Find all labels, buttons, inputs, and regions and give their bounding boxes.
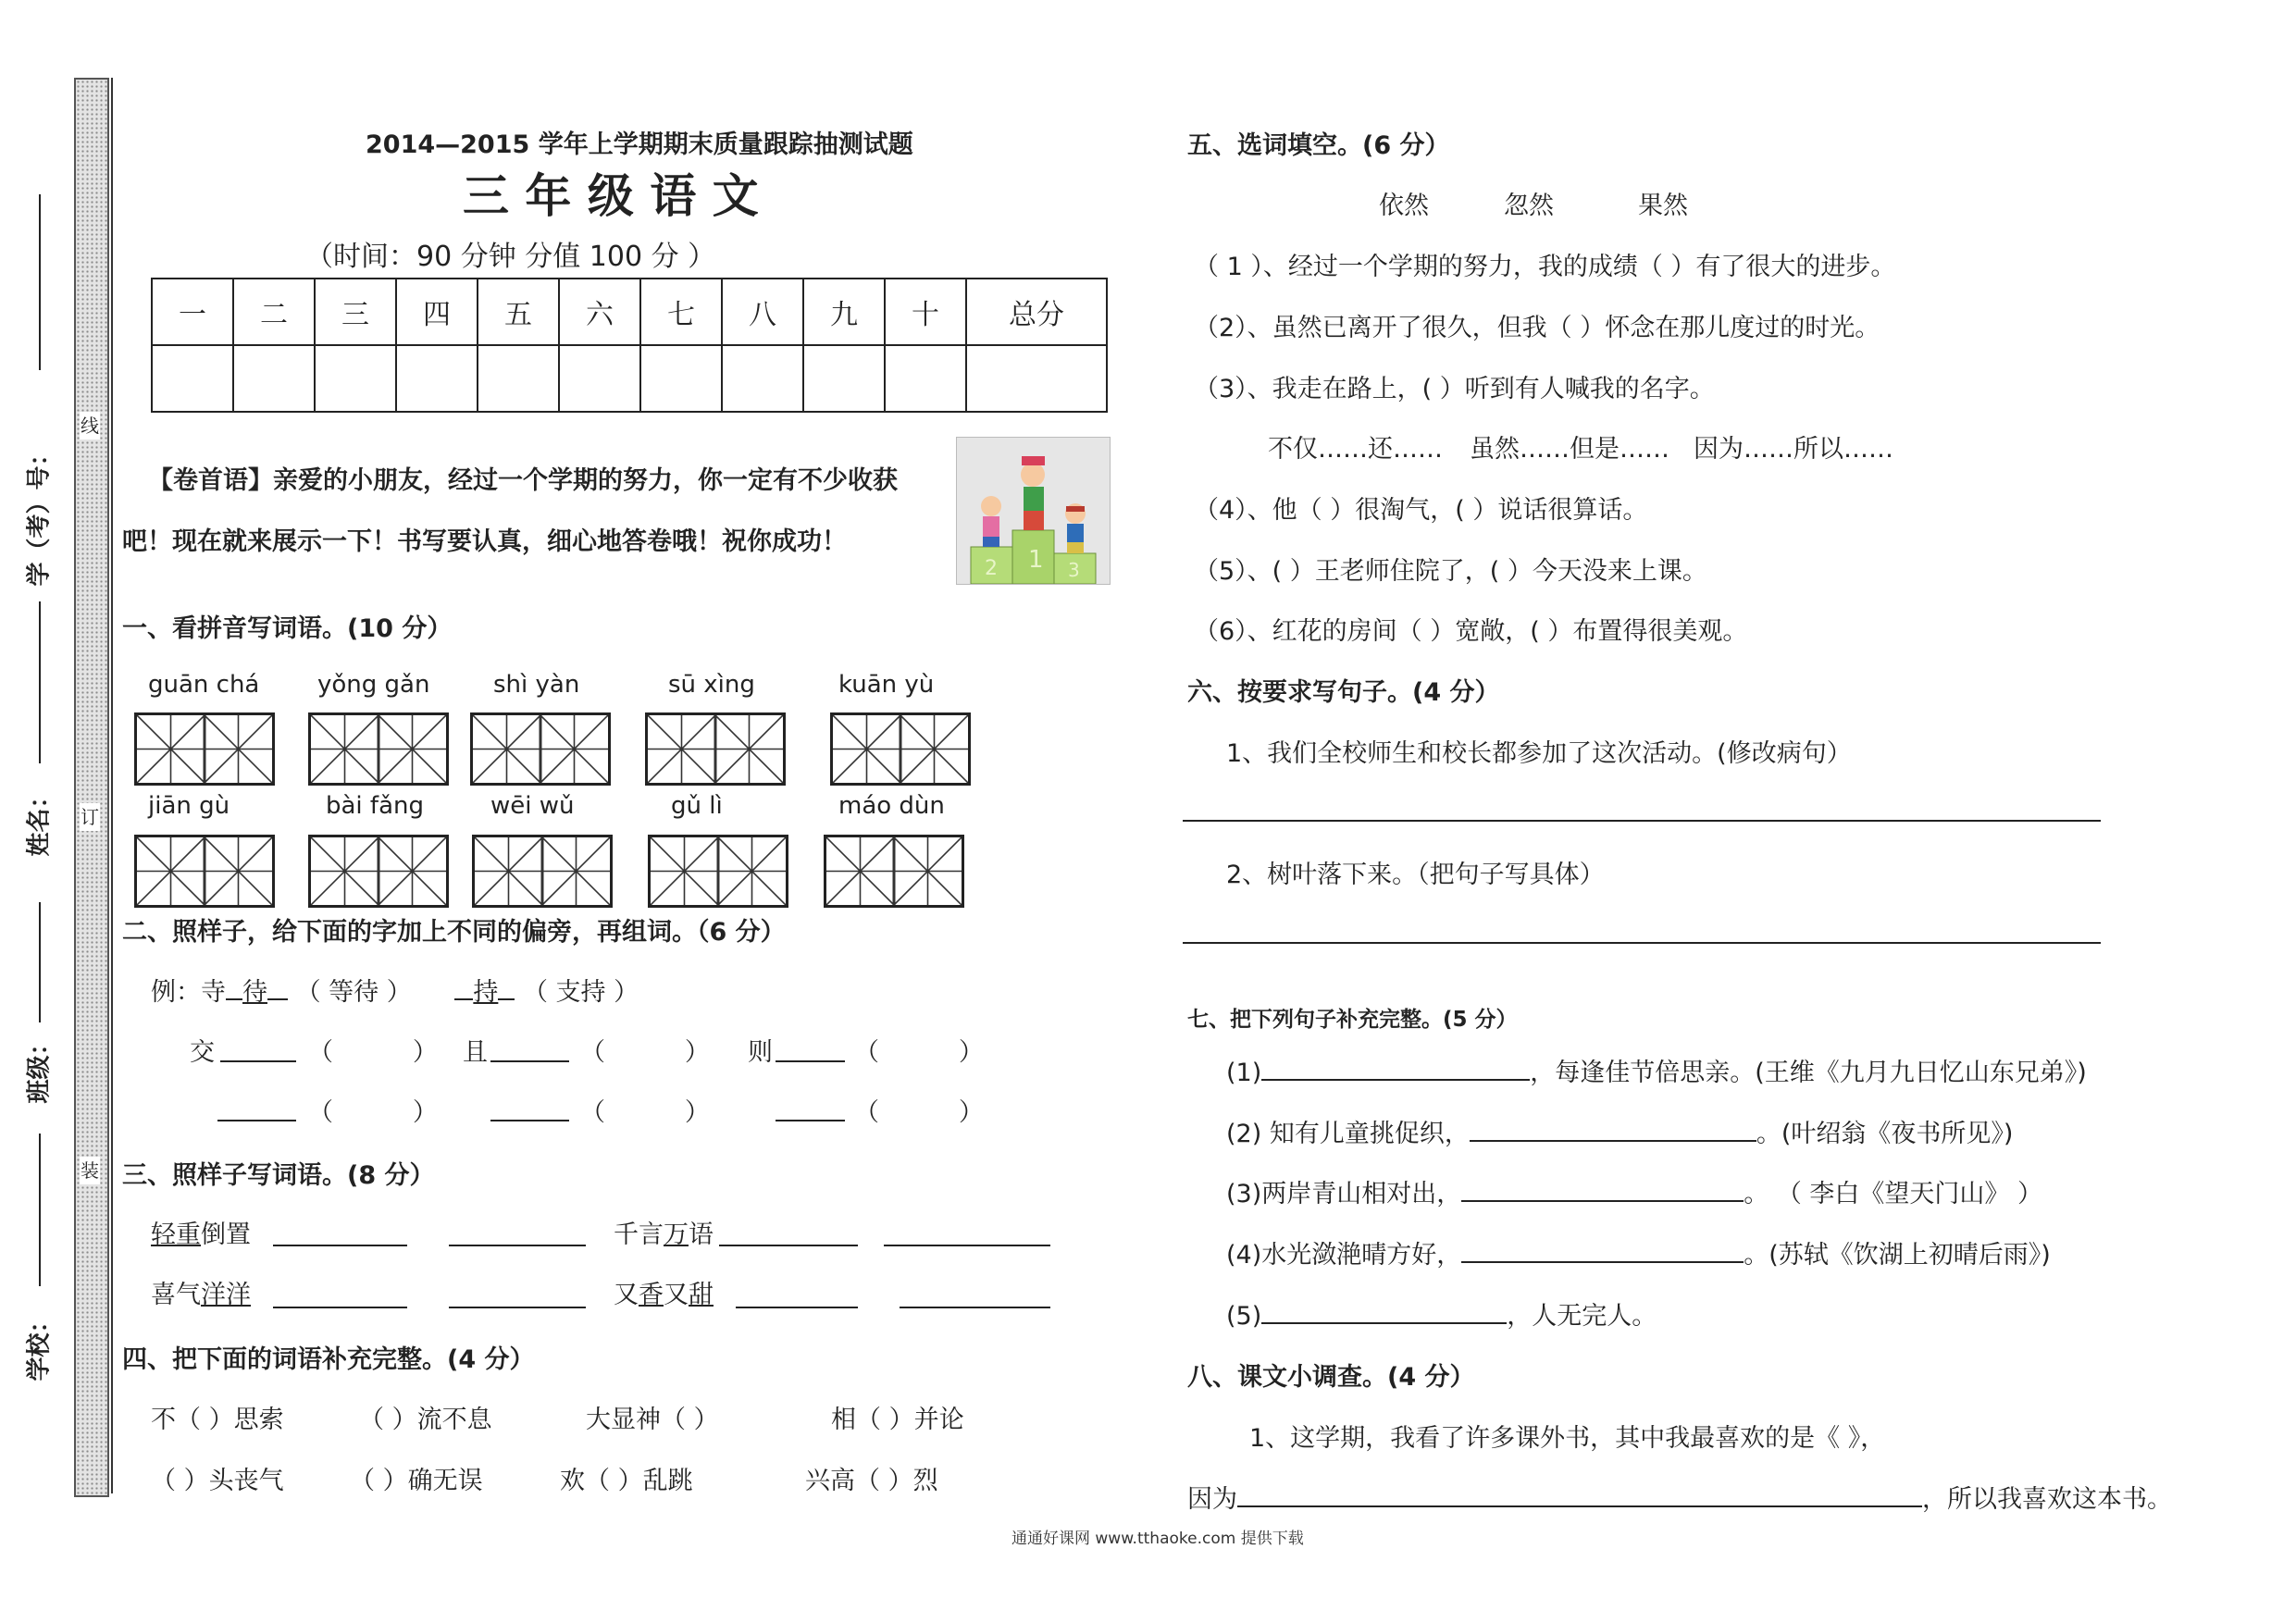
s5-question-5[interactable]: （5）、( ）王老师住院了，( ）今天没来上课。 bbox=[1194, 557, 1707, 586]
s3-word-part: 又 bbox=[614, 1281, 639, 1309]
s5-question-2[interactable]: （2）、虽然已离开了很久，但我（ ）怀念在那儿度过的时光。 bbox=[1194, 314, 1880, 342]
s7-q3 bbox=[1226, 1173, 2042, 1209]
s7-blank[interactable] bbox=[1461, 1200, 1744, 1202]
s4-title: 四、把下面的词语补充完整。(4 分） bbox=[122, 1345, 535, 1374]
tian-zi-ge-box[interactable] bbox=[134, 712, 275, 786]
s4-item[interactable]: 欢（ ）乱跳 bbox=[560, 1467, 693, 1495]
s5-word-option: 因为……所以…… bbox=[1694, 435, 1893, 464]
field-line-name[interactable] bbox=[39, 601, 41, 763]
s3-word-part: 喜气 bbox=[151, 1281, 201, 1309]
s8-q2-pre: 因为 bbox=[1187, 1485, 1237, 1514]
score-header-cell: 六 bbox=[559, 279, 640, 345]
s7-q4-pre: (4)水光潋滟晴方好， bbox=[1226, 1241, 1462, 1270]
s3-title: 三、照样子写词语。(8 分） bbox=[122, 1161, 435, 1190]
s2-paren[interactable]: （ ） bbox=[854, 1038, 984, 1067]
s6-title: 六、按要求写句子。(4 分） bbox=[1187, 678, 1500, 707]
s2-blank[interactable] bbox=[220, 1060, 296, 1062]
svg-text:1: 1 bbox=[1028, 546, 1044, 574]
score-header-cell: 八 bbox=[722, 279, 803, 345]
s2-example-word2: 持 bbox=[473, 978, 499, 1007]
binding-strip bbox=[74, 78, 109, 1497]
score-table bbox=[151, 278, 1108, 413]
pinyin-label: shì yàn bbox=[493, 671, 580, 699]
score-input-cell[interactable] bbox=[315, 345, 396, 412]
s2-blank[interactable] bbox=[217, 1120, 296, 1121]
s6-answer-line[interactable] bbox=[1183, 820, 2101, 822]
s8-title: 八、课文小调查。(4 分） bbox=[1187, 1363, 1475, 1392]
s2-char-jiao: 交 bbox=[190, 1038, 215, 1067]
tian-zi-ge-box[interactable] bbox=[134, 835, 275, 908]
s3-word-part: 万 bbox=[664, 1220, 689, 1249]
s3-word-part: 倒置 bbox=[201, 1220, 251, 1249]
score-table-input-row bbox=[152, 345, 1107, 412]
field-line-id[interactable] bbox=[39, 194, 41, 370]
tian-zi-ge-box[interactable] bbox=[648, 835, 788, 908]
s7-q2 bbox=[1226, 1113, 2013, 1149]
pinyin-label: sū xìng bbox=[668, 671, 755, 699]
preface-text1: 亲爱的小朋友，经过一个学期的努力，你一定有不少收获 bbox=[273, 466, 898, 495]
score-input-cell[interactable] bbox=[966, 345, 1107, 412]
s3-blank[interactable] bbox=[273, 1307, 407, 1308]
s2-example-paren1: （ 等待 ） bbox=[295, 978, 412, 1007]
s7-q1-pre: (1) bbox=[1226, 1059, 1262, 1087]
tian-zi-ge-box[interactable] bbox=[645, 712, 786, 786]
s4-item[interactable]: （ ）确无误 bbox=[350, 1467, 483, 1495]
s3-word-part: 又 bbox=[664, 1281, 689, 1309]
score-header-cell: 总分 bbox=[966, 279, 1107, 345]
s7-q5-post: ，人无完人。 bbox=[1507, 1302, 1657, 1331]
s3-blank[interactable] bbox=[449, 1307, 586, 1308]
score-input-cell[interactable] bbox=[722, 345, 803, 412]
binding-char-xian: 线 bbox=[80, 412, 100, 440]
preface-tag: 【卷首语】 bbox=[148, 466, 273, 495]
score-input-cell[interactable] bbox=[478, 345, 559, 412]
s2-example bbox=[151, 972, 639, 1008]
preface-line1 bbox=[148, 460, 898, 496]
s7-blank[interactable] bbox=[1261, 1079, 1530, 1081]
s2-blank[interactable] bbox=[776, 1060, 845, 1062]
score-input-cell[interactable] bbox=[559, 345, 640, 412]
s2-blank[interactable] bbox=[490, 1060, 569, 1062]
field-label-id: 学（考）号： bbox=[25, 441, 54, 587]
s2-example-paren2: （ 支持 ） bbox=[522, 978, 639, 1007]
s5-word-option: 虽然……但是…… bbox=[1470, 435, 1669, 464]
s3-word-part: 洋洋 bbox=[201, 1281, 251, 1309]
s8-q2-post: ，所以我喜欢这本书。 bbox=[1922, 1485, 2172, 1514]
s3-word-4 bbox=[614, 1274, 714, 1310]
pinyin-label: máo dùn bbox=[838, 792, 945, 820]
s1-title: 一、看拼音写词语。(10 分） bbox=[122, 614, 453, 643]
s7-blank[interactable] bbox=[1461, 1261, 1744, 1263]
s5-question-3[interactable]: （3）、我走在路上，( ）听到有人喊我的名字。 bbox=[1194, 375, 1715, 403]
s3-blank[interactable] bbox=[449, 1245, 586, 1246]
score-header-cell: 七 bbox=[640, 279, 722, 345]
pinyin-label: gǔ lì bbox=[671, 792, 723, 820]
score-input-cell[interactable] bbox=[803, 345, 885, 412]
s3-word-2 bbox=[614, 1214, 714, 1250]
s4-item[interactable]: （ ）头丧气 bbox=[151, 1467, 284, 1495]
footer-credit: 通通好课网 www.tthaoke.com 提供下载 bbox=[1011, 1530, 1304, 1548]
s6-question-2: 2、树叶落下来。（把句子写具体） bbox=[1226, 861, 1605, 889]
s5-word-option: 依然 bbox=[1379, 192, 1429, 220]
pinyin-label: guān chá bbox=[148, 671, 260, 699]
score-input-cell[interactable] bbox=[640, 345, 722, 412]
tian-zi-ge-box[interactable] bbox=[470, 712, 611, 786]
pinyin-label: wēi wǔ bbox=[490, 792, 575, 820]
s3-word-part: 香 bbox=[639, 1281, 664, 1309]
score-input-cell[interactable] bbox=[233, 345, 315, 412]
s7-q1-post: ，每逢佳节倍思亲。(王维《九月九日忆山东兄弟》) bbox=[1530, 1059, 2087, 1087]
s3-word-part: 轻重 bbox=[151, 1220, 201, 1249]
tian-zi-ge-box[interactable] bbox=[308, 712, 449, 786]
pinyin-label: yǒng gǎn bbox=[317, 671, 430, 699]
pinyin-label: kuān yù bbox=[838, 671, 935, 699]
s4-item[interactable]: （ ）流不息 bbox=[359, 1406, 492, 1434]
s5-word-option: 不仅……还…… bbox=[1268, 435, 1443, 464]
pinyin-label: bài fǎng bbox=[326, 792, 424, 820]
s2-char-qie: 且 bbox=[463, 1038, 488, 1067]
s2-example-prefix: 例：寺 bbox=[151, 978, 226, 1007]
field-label-school: 学校： bbox=[25, 1308, 54, 1381]
s3-word-part: 甜 bbox=[689, 1281, 714, 1309]
s7-title: 七、把下列句子补充完整。(5 分） bbox=[1187, 1008, 1518, 1032]
s3-blank[interactable] bbox=[900, 1307, 1050, 1308]
s2-title: 二、照样子，给下面的字加上不同的偏旁，再组词。（6 分） bbox=[122, 918, 786, 947]
tian-zi-ge-box[interactable] bbox=[308, 835, 449, 908]
s2-blank[interactable] bbox=[776, 1120, 845, 1121]
score-header-cell: 四 bbox=[396, 279, 478, 345]
tian-zi-ge-box[interactable] bbox=[472, 835, 613, 908]
s5-question-4[interactable]: （4）、他（ ）很淘气，( ）说话很算话。 bbox=[1194, 496, 1648, 525]
binding-line bbox=[111, 78, 113, 1493]
s7-blank[interactable] bbox=[1470, 1140, 1756, 1142]
s7-q3-post: 。 （ 李白《望天门山》 ） bbox=[1744, 1180, 2042, 1208]
s7-q4-post: 。(苏轼《饮湖上初晴后雨》) bbox=[1744, 1241, 2051, 1270]
s5-question-6[interactable]: （6）、红花的房间（ ）宽敞，( ）布置得很美观。 bbox=[1194, 617, 1748, 646]
s4-item[interactable]: 兴高（ ）烈 bbox=[805, 1467, 938, 1495]
s8-question-2 bbox=[1187, 1479, 2172, 1515]
s2-paren[interactable]: （ ） bbox=[854, 1098, 984, 1127]
tian-zi-ge-box[interactable] bbox=[824, 835, 964, 908]
field-label-name: 姓名： bbox=[25, 784, 54, 857]
s3-word-3 bbox=[151, 1274, 251, 1310]
exam-time-info: （时间：90 分钟 分值 100 分 ） bbox=[305, 241, 716, 273]
s3-blank[interactable] bbox=[719, 1245, 858, 1246]
field-label-class: 班级： bbox=[25, 1031, 54, 1104]
s7-q5-pre: (5) bbox=[1226, 1302, 1262, 1331]
s2-paren[interactable]: （ ） bbox=[308, 1098, 438, 1127]
s6-question-1: 1、我们全校师生和校长都参加了这次活动。(修改病句） bbox=[1226, 739, 1852, 768]
s4-item[interactable]: 不（ ）思索 bbox=[151, 1406, 284, 1434]
exam-header: 2014—2015 学年上学期期末质量跟踪抽测试题 bbox=[366, 130, 913, 159]
svg-text:2: 2 bbox=[985, 557, 998, 580]
s2-blank[interactable] bbox=[490, 1120, 569, 1121]
s3-word-part: 语 bbox=[689, 1220, 714, 1249]
preface-line2: 吧！现在就来展示一下！书写要认真，细心地答卷哦！祝你成功！ bbox=[122, 527, 847, 556]
s8-question-1[interactable]: 1、这学期，我看了许多课外书，其中我最喜欢的是《 》， bbox=[1249, 1424, 1886, 1453]
score-input-cell[interactable] bbox=[885, 345, 966, 412]
score-header-cell: 三 bbox=[315, 279, 396, 345]
s5-word-option: 忽然 bbox=[1504, 192, 1554, 220]
s7-q2-post: 。(叶绍翁《夜书所见》) bbox=[1756, 1120, 2014, 1148]
s3-blank[interactable] bbox=[736, 1307, 858, 1308]
score-header-cell: 五 bbox=[478, 279, 559, 345]
s2-paren[interactable]: （ ） bbox=[308, 1038, 438, 1067]
score-table-header-row bbox=[152, 279, 1107, 345]
score-header-cell: 二 bbox=[233, 279, 315, 345]
s6-answer-line[interactable] bbox=[1183, 942, 2101, 944]
s8-blank[interactable] bbox=[1237, 1505, 1922, 1507]
s7-q4 bbox=[1226, 1234, 2051, 1270]
s4-item[interactable]: 大显神（ ） bbox=[586, 1406, 719, 1434]
s5-title: 五、选词填空。(6 分） bbox=[1187, 131, 1450, 160]
field-line-school[interactable] bbox=[39, 1134, 41, 1286]
pinyin-label: jiān gù bbox=[148, 792, 230, 820]
binding-char-zhuang: 装 bbox=[80, 1157, 100, 1184]
s4-item[interactable]: 相（ ）并论 bbox=[831, 1406, 964, 1434]
score-input-cell[interactable] bbox=[396, 345, 478, 412]
score-header-cell: 九 bbox=[803, 279, 885, 345]
s2-paren[interactable]: （ ） bbox=[580, 1038, 710, 1067]
podium-illustration bbox=[956, 437, 1111, 585]
s7-q3-pre: (3)两岸青山相对出， bbox=[1226, 1180, 1462, 1208]
field-line-class[interactable] bbox=[39, 902, 41, 1022]
s2-paren[interactable]: （ ） bbox=[580, 1098, 710, 1127]
svg-text:3: 3 bbox=[1068, 559, 1080, 581]
s3-blank[interactable] bbox=[273, 1245, 407, 1246]
tian-zi-ge-box[interactable] bbox=[830, 712, 971, 786]
score-input-cell[interactable] bbox=[152, 345, 233, 412]
s5-word-option: 果然 bbox=[1638, 192, 1688, 220]
s7-q1 bbox=[1226, 1052, 2087, 1088]
score-header-cell: 一 bbox=[152, 279, 233, 345]
exam-title: 三 年 级 语 文 bbox=[463, 168, 759, 223]
binding-char-ding: 订 bbox=[80, 803, 100, 831]
s3-blank[interactable] bbox=[884, 1245, 1050, 1246]
s2-example-word1: 待 bbox=[242, 978, 267, 1007]
s7-q5 bbox=[1226, 1295, 1657, 1332]
s7-q2-pre: (2) 知有儿童挑促织， bbox=[1226, 1120, 1470, 1148]
s3-word-1 bbox=[151, 1214, 251, 1250]
s5-question-1[interactable]: （ 1 ）、经过一个学期的努力，我的成绩（ ）有了很大的进步。 bbox=[1194, 253, 1896, 281]
score-header-cell: 十 bbox=[885, 279, 966, 345]
s7-blank[interactable] bbox=[1261, 1322, 1507, 1324]
s3-word-part: 千言 bbox=[614, 1220, 664, 1249]
s2-char-ze: 则 bbox=[748, 1038, 773, 1067]
